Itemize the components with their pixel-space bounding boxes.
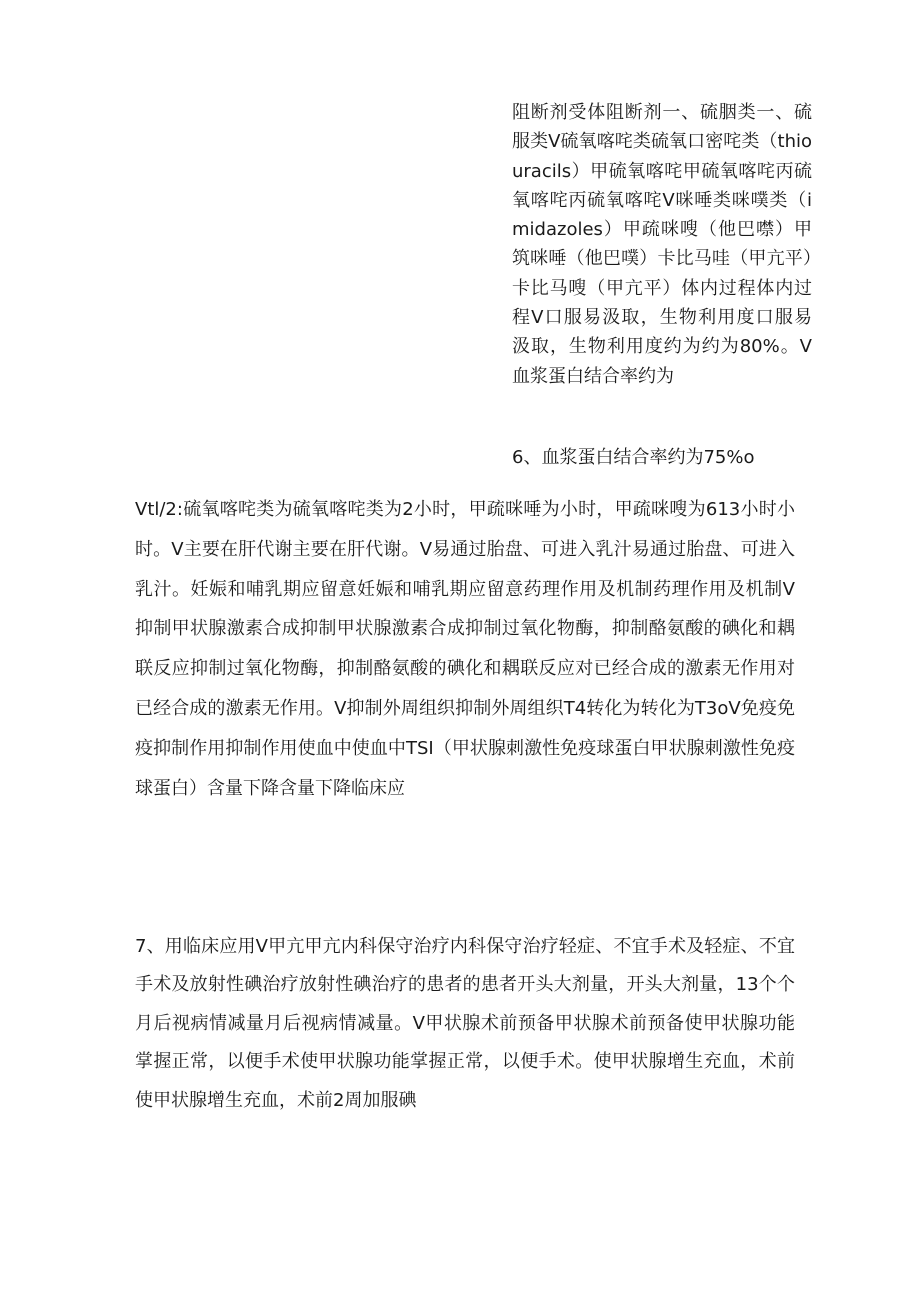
body-paragraph: Vtl/2:硫氧喀咤类为硫氧喀咤类为2小时，甲疏咪唾为小时，甲疏咪嗖为613小时小时。V主要在肝代谢主要在肝代谢。V易通过胎盘、可进入乳汁易通过胎盘、可进入乳汁。妊娠和哺乳期应留意妊娠和哺乳期应留意药理作用及机制药理作用及机制V抑制甲状腺激素合成抑制甲状腺激素合成抑制过氧化物酶，抑制酪氨酸的碘化和耦联反应抑制过氧化物酶，抑制酪氨酸的碘化和耦联反应对已经合成的激素无作用对已经合成的激素无作用。V抑制外周组织抑制外周组织T4转化为转化为T3oV免疫免疫抑制作用抑制作用使血中使血中TSI（甲状腺刺激性免疫球蛋白甲状腺刺激性免疫球蛋白）含量下降含量下降临床应 <box>135 499 795 799</box>
right-column-paragraph: 阻断剂受体阻断剂一、硫胭类一、硫服类V硫氧喀咤类硫氧口密咤类（thiouracils）甲硫氧喀咤甲硫氧喀咤丙硫氧喀咤丙硫氧喀咤V咪唾类咪噗类（imidazoles）甲疏咪嗖（他巴噤）甲筑咪唾（他巴噗）卡比马哇（甲亢平）卡比马嗖（甲亢平）体内过程体内过程V口服易汲取，生物利用度口服易汲取，生物利用度约为约为80%。V血浆蛋白结合率约为 <box>512 102 812 387</box>
paragraph-7: 7、用临床应用V甲亢甲亢内科保守治疗内科保守治疗轻症、不宜手术及轻症、不宜手术及放射性碘治疗放射性碘治疗的患者的患者开头大剂量，开头大剂量，13个个月后视病情减量月后视病情减量。V甲状腺术前预备甲状腺术前预备使甲状腺功能掌握正常，以便手术使甲状腺功能掌握正常，以便手术。使甲状腺增生充血，术前使甲状腺增生充血，术前2周加服碘 <box>135 936 795 1111</box>
paragraph-6: 6、血浆蛋白结合率约为75%o <box>512 447 755 468</box>
